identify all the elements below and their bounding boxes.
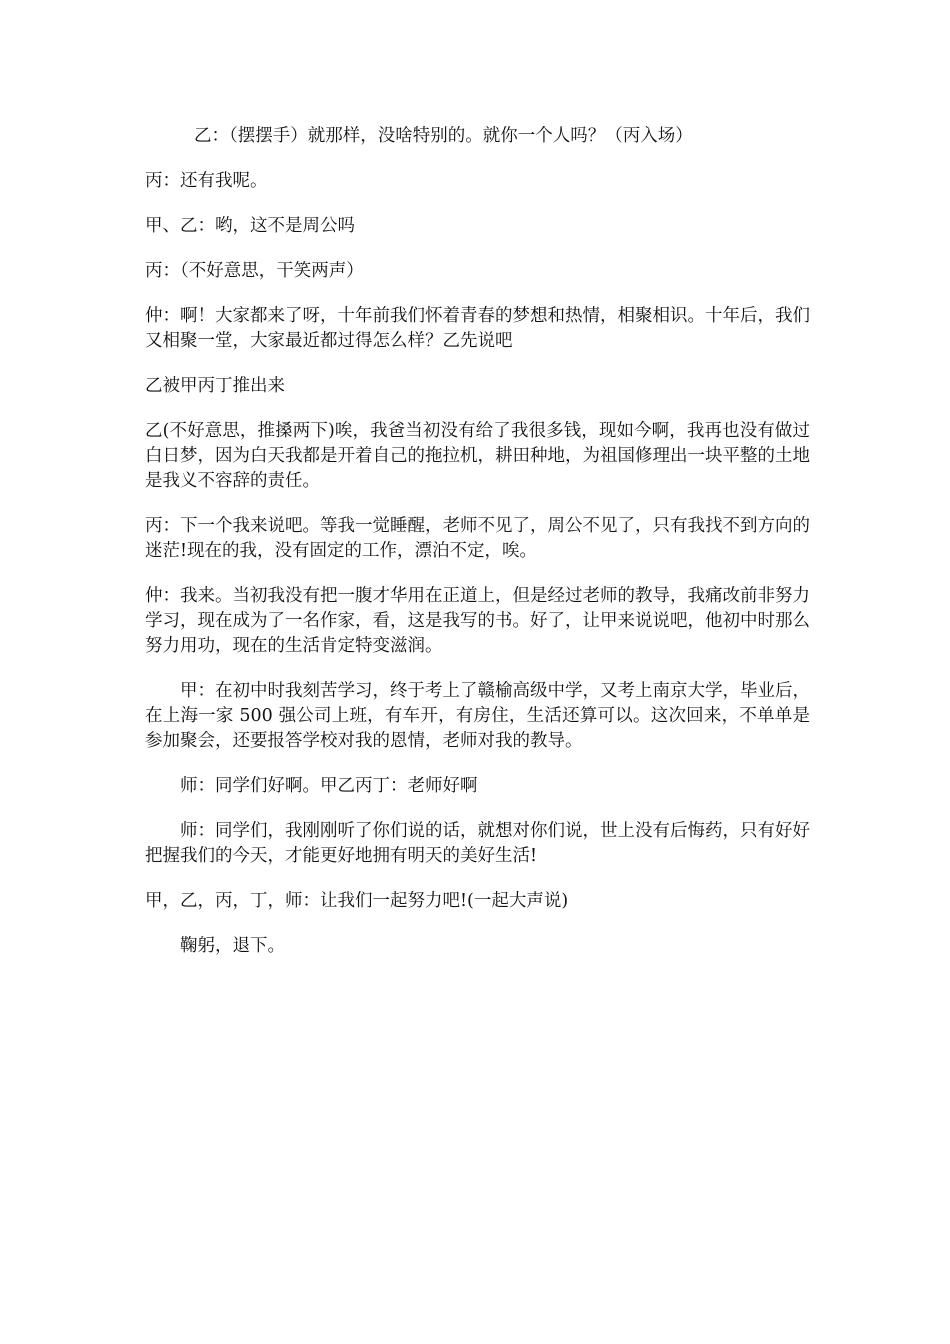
dialogue-line: 甲，乙，丙，丁，师：让我们一起努力吧!(一起大声说)	[145, 891, 569, 911]
dialogue-line: 仲：啊！大家都来了呀，十年前我们怀着青春的梦想和热情，相聚相识。十年后，我们又相聚一堂，大家最近都过得怎么样？乙先说吧	[145, 306, 810, 351]
dialogue-line: 丙：（不好意思，干笑两声）	[145, 261, 364, 281]
dialogue-line: 仲：我来。当初我没有把一腹才华用在正道上，但是经过老师的教导，我痛改前非努力学习，现在成为了一名作家，看，这是我写的书。好了，让甲来说说吧，他初中时那么努力用功，现在的生活肯定特变滋润。	[145, 586, 810, 656]
script-text	[145, 124, 810, 979]
stage-direction: 鞠躬，退下。	[180, 936, 285, 956]
dialogue-line: 甲：在初中时我刻苦学习，终于考上了赣榆高级中学，又考上南京大学，毕业后，在上海一家 500 强公司上班，有车开，有房住，生活还算可以。这次回来，不单单是参加聚会，还要报答学校对我的恩情，老师对我的教导。	[145, 681, 810, 751]
dialogue-line: 乙：（摆摆手）就那样，没啥特别的。就你一个人吗？（丙入场）	[194, 126, 693, 146]
dialogue-line: 乙(不好意思，推搡两下)唉，我爸当初没有给了我很多钱，现如今啊，我再也没有做过白日梦，因为白天我都是开着自己的拖拉机，耕田种地，为祖国修理出一块平整的土地是我义不容辞的责任。	[145, 421, 810, 491]
dialogue-line: 甲、乙：哟，这不是周公吗	[145, 216, 355, 236]
dialogue-line: 丙：下一个我来说吧。等我一觉睡醒，老师不见了，周公不见了，只有我找不到方向的迷茫!现在的我，没有固定的工作，漂泊不定，唉。	[145, 516, 810, 561]
dialogue-line: 师：同学们好啊。甲乙丙丁：老师好啊	[180, 776, 478, 796]
stage-direction: 乙被甲丙丁推出来	[145, 376, 285, 396]
dialogue-line: 师：同学们，我刚刚听了你们说的话，就想对你们说，世上没有后悔药，只有好好把握我们的今天，才能更好地拥有明天的美好生活!	[145, 821, 810, 866]
dialogue-line: 丙：还有我呢。	[145, 171, 268, 191]
